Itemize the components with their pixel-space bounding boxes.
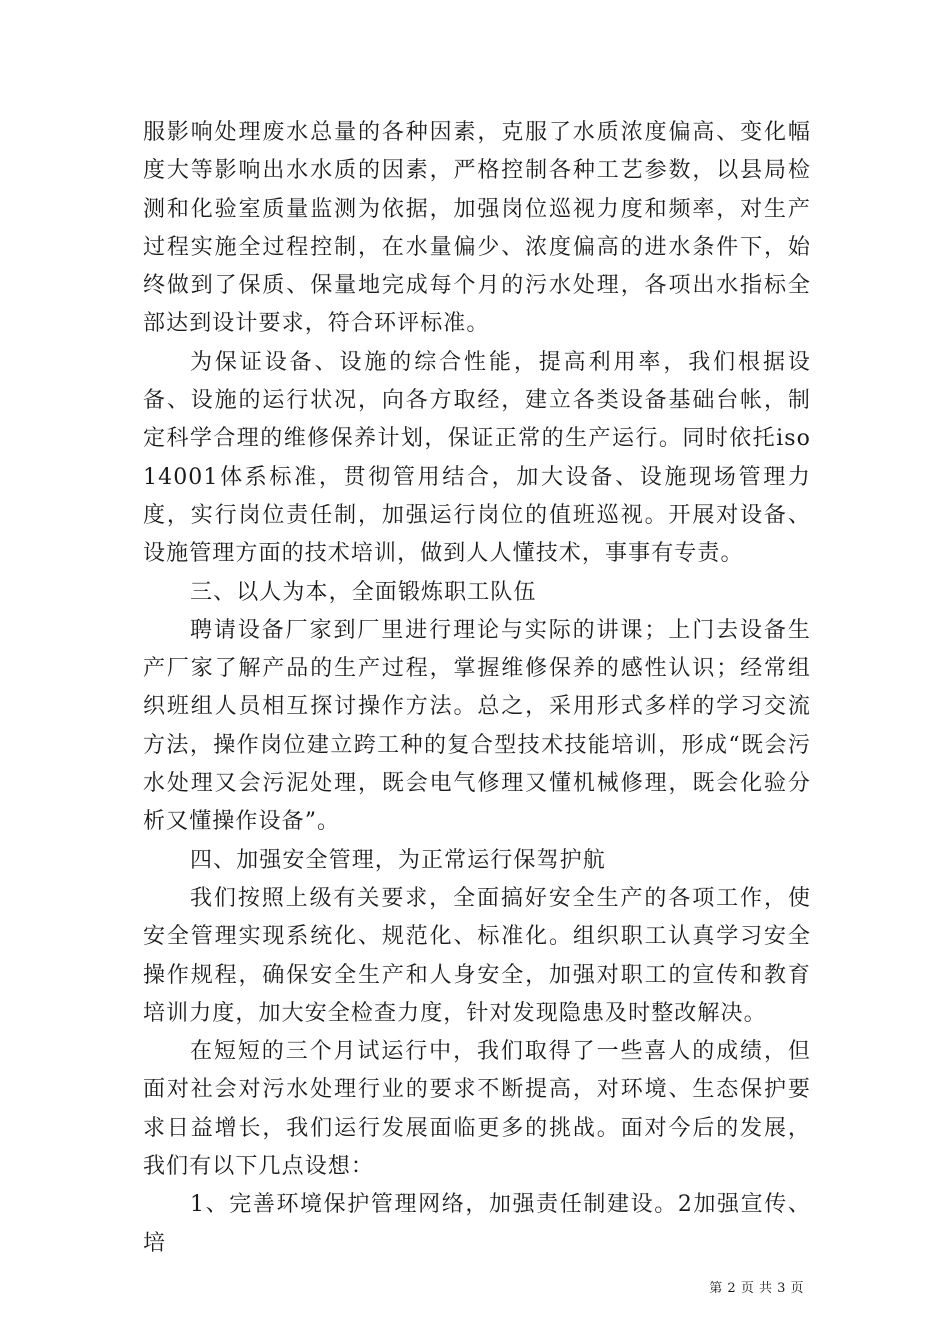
paragraph-staff-training: 聘请设备厂家到厂里进行理论与实际的讲课；上门去设备生产厂家了解产品的生产过程，掌握维修保养的感性认识；经常组织班组人员相互探讨操作方法。总之，采用形式多样的学习交流方法，操作岗位建立跨工种的复合型技术技能培训，形成“既会污水处理又会污泥处理，既会电气修理又懂机械修理，既会化验分析又懂操作设备”。 [143, 617, 811, 835]
paragraph-outlook: 在短短的三个月试运行中，我们取得了一些喜人的成绩，但面对社会对污水处理行业的要求不断提高，对环境、生态保护要求日益增长，我们运行发展面临更多的挑战。面对今后的发展，我们有以下几点设想： [143, 1039, 811, 1180]
section-heading-staff-training: 三、以人为本，全面锻炼职工队伍 [190, 579, 537, 605]
paragraph-continuation: 服影响处理废水总量的各种因素，克服了水质浓度偏高、变化幅度大等影响出水水质的因素，严格控制各种工艺参数，以县局检测和化验室质量监测为依据，加强岗位巡视力度和频率，对生产过程实施全过程控制，在水量偏少、浓度偏高的进水条件下，始终做到了保质、保量地完成每个月的污水处理，各项出水指标全部达到设计要求，符合环评标准。 [143, 120, 811, 337]
paragraph-safety-management: 我们按照上级有关要求，全面搞好安全生产的各项工作，使安全管理实现系统化、规范化、标准化。组织职工认真学习安全操作规程，确保安全生产和人身安全，加强对职工的宣传和教育培训力度，加大安全检查力度，针对发现隐患及时整改解决。 [143, 885, 811, 1026]
document-body [143, 114, 811, 1263]
section-heading-safety-management: 四、加强安全管理，为正常运行保驾护航 [190, 847, 606, 873]
page-number: 第 2 页 共 3 页 [709, 1281, 804, 1296]
paragraph-plan-item: 1、完善环境保护管理网络，加强责任制建设。2加强宣传、培 [143, 1192, 811, 1256]
paragraph-equipment-management: 为保证设备、设施的综合性能，提高利用率，我们根据设备、设施的运行状况，向各方取经，建立各类设备基础台帐，制定科学合理的维修保养计划，保证正常的生产运行。同时依托iso14001体系标准，贯彻管用结合，加大设备、设施现场管理力度，实行岗位责任制，加强运行岗位的值班巡视。开展对设备、设施管理方面的技术培训，做到人人懂技术，事事有专责。 [143, 349, 811, 567]
